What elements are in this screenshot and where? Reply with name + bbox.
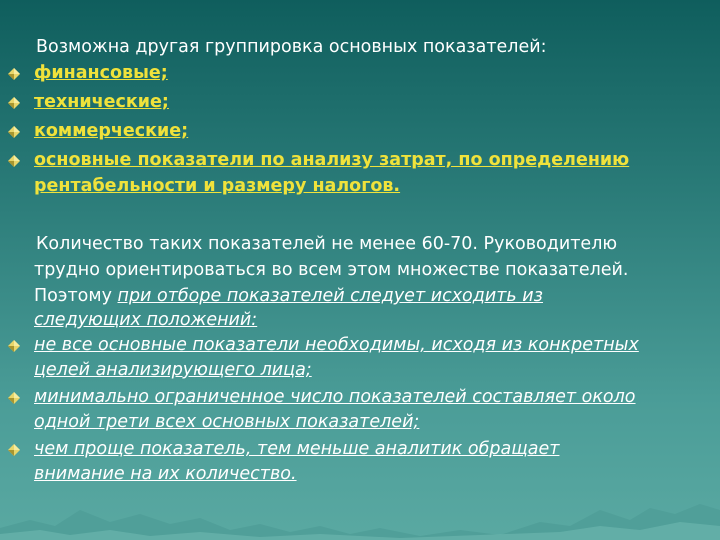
paragraph-line-1: Количество таких показателей не менее 60-70. Руководителю <box>36 234 618 254</box>
diamond-bullet-icon <box>7 96 21 110</box>
list-item-commercial: коммерческие; <box>34 121 189 141</box>
paragraph-line-3-emphasis: при отборе показателей следует исходить из <box>117 286 543 306</box>
position-item-2-line2: одной трети всех основных показателей; <box>34 412 420 432</box>
paragraph-line-2: трудно ориентироваться во всем этом множестве показателей. <box>34 260 629 280</box>
position-item-3-line2: внимание на их количество. <box>34 464 297 484</box>
list-item-main-indicators-line1: основные показатели по анализу затрат, по определению <box>34 150 630 170</box>
position-item-3-line1: чем проще показатель, тем меньше аналитик обращает <box>34 439 560 459</box>
position-item-1-line1: не все основные показатели необходимы, исходя из конкретных <box>34 335 639 355</box>
list-item-main-indicators-line2: рентабельности и размеру налогов. <box>34 176 401 196</box>
list-item-financial: финансовые; <box>34 63 168 83</box>
position-item-1-line2: целей анализирующего лица; <box>34 360 312 380</box>
position-item-2-line1: минимально ограниченное число показателей составляет около <box>34 387 636 407</box>
mountain-silhouette-icon <box>0 480 720 540</box>
paragraph-line-3 <box>34 283 543 309</box>
list-item-technical: технические; <box>34 92 169 112</box>
diamond-bullet-icon <box>7 391 21 405</box>
intro-text: Возможна другая группировка основных показателей: <box>36 37 547 57</box>
diamond-bullet-icon <box>7 125 21 139</box>
diamond-bullet-icon <box>7 443 21 457</box>
diamond-bullet-icon <box>7 339 21 353</box>
diamond-bullet-icon <box>7 154 21 168</box>
diamond-bullet-icon <box>7 67 21 81</box>
paragraph-line-3-plain: Поэтому <box>34 286 118 306</box>
paragraph-line-4-emphasis: следующих положений: <box>34 310 258 330</box>
